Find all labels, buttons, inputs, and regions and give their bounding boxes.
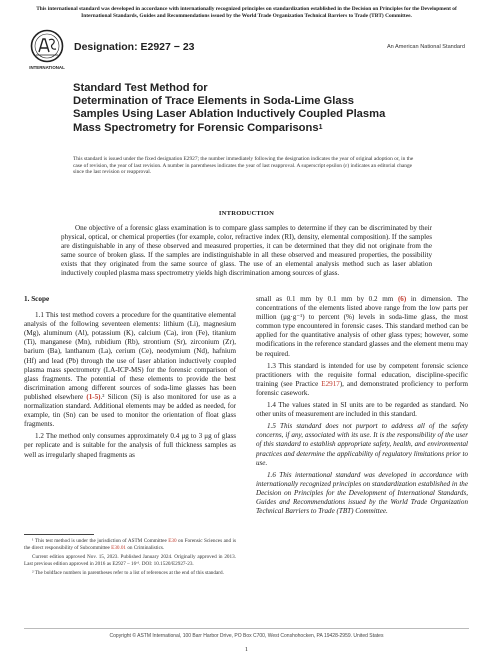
paragraph-1-5: 1.5 This standard does not purport to address all of the safety concerns, if any, associated with its use. It is the responsibility of the user of this standard to establish appropriate safety, health, and environmental practices and determine the applicability of regulatory limitations prior to use. xyxy=(256,422,468,467)
footnote-2: ² The boldface numbers in parentheses refer to a list of references at the end of this standard. xyxy=(32,570,224,576)
paragraph-1-6: 1.6 This international standard was developed in accordance with internationally recognized principles on standardization established in the Decision on Principles for the Development of International Standards, Guides and Recommendations issued by the World Trade Organization Technical Barriers to Trade (TBT) Committee. xyxy=(256,470,468,516)
left-column xyxy=(24,295,236,463)
paragraph-1-3-text: 1.3 This standard is intended for use by competent forensic science practitioners with the requisite formal education, discipline-specific training (see Practice xyxy=(256,361,468,388)
introduction-body: One objective of a forensic glass examination is to compare glass samples to determine if they can be discriminated by their physical, optical, or chemical properties (for example, color, refractive index (RI), density, elemental composition). If the samples are distinguishable in any of these observed and measured properties, it can be determined that they did not originate from the same source of broken glass. If the samples are indistinguishable in all these observed and measured properties, the possibility exists that they originated from the same source of glass. The use of an elemental analysis method such as laser ablation inductively coupled plasma mass spectrometry yields high discrimination among sources of glass. xyxy=(61,224,432,278)
paragraph-1-1-text-cont: .² Silicon (Si) is also monitored for use as a normalization standard. Additional elements may be added as needed, for example, tin (Sn) can be used to monitor the orientation of float glass fragments. xyxy=(24,392,236,429)
paragraph-1-2-cont-text-b: in dimension. The concentrations of the elements listed above range from the low parts per million (μg·g⁻¹) to percent (%) levels in soda-lime glass, the most common type encountered in forensic cases. This standard method can be applied for the quantitative analysis of other glass types; however, some modifications in the reference standard glasses and the element menu may be required. xyxy=(256,295,468,358)
footnote-1-text-c: on Criminalistics. xyxy=(126,544,165,551)
scope-heading: 1. Scope xyxy=(24,295,50,303)
title-line-3: Samples Using Laser Ablation Inductively Coupled Plasma xyxy=(73,108,386,121)
title-line-1: Standard Test Method for xyxy=(73,82,208,94)
paragraph-1-4: 1.4 The values stated in SI units are to be regarded as standard. No other units of measurement are included in this standard. xyxy=(256,401,468,419)
footer-divider xyxy=(24,628,469,629)
footnote-divider xyxy=(24,534,94,535)
paragraph-1-1 xyxy=(24,311,236,429)
footnotes xyxy=(24,538,236,580)
paragraph-1-1-text: 1.1 This test method covers a procedure for the quantitative elemental analysis of the following seventeen elements: lithium (Li), magnesium (Mg), aluminum (Al), potassium (K), calcium (Ca), iron (Fe), titanium (Ti), manganese (Mn), rubidium (Rb), strontium (Sr), zirconium (Zr), barium (Ba), lanthanum (La), cerium (Ce), neodymium (Nd), hafnium (Hf) and lead (Pb) through the use of laser ablation inductively coupled plasma mass spectrometry (LA-ICP-MS) for the forensic comparison of glass fragments. The potential of these elements to provide the best discrimination among different sources of soda-lime glasses has been published elsewhere xyxy=(24,311,236,401)
astm-international-logo xyxy=(28,28,66,74)
footnote-1-text-b: on Forensic Sciences and is the direct responsibility of Subcommittee xyxy=(24,538,236,551)
right-column xyxy=(256,295,468,519)
reference-link-1-5[interactable]: (1-5) xyxy=(86,392,101,401)
footnote-1-text: ¹ This test method is under the jurisdiction of ASTM Committee xyxy=(32,538,169,544)
document-title xyxy=(73,82,433,135)
national-standard-label: An American National Standard xyxy=(386,44,465,50)
paragraph-1-2-continued xyxy=(256,295,468,359)
title-line-2: Determination of Trace Elements in Soda-Lime Glass xyxy=(73,95,355,108)
paragraph-1-2-cont-text: small as 0.1 mm by 0.1 mm by 0.2 mm xyxy=(256,295,398,303)
designation-explanation: This standard is issued under the fixed designation E2927; the number immediately following the designation indicates the year of original adoption or, in the case of revision, the year of last revision. A number in parentheses indicates the year of last reapproval. A superscript epsilon (ε) indicates an editorial change since the last revision or reapproval. xyxy=(73,156,414,176)
title-line-4-text: Mass Spectrometry for Forensic Comparisons xyxy=(73,121,319,134)
practice-e2917-link[interactable]: E2917 xyxy=(321,379,340,388)
footnote-1-edition: Current edition approved Nov. 15, 2023. Published January 2024. Originally approved in 2013. Last previous edition approved in 2016 as E2927 – 16ᵉ¹. DOI: 10.1520/E2927-23. xyxy=(24,554,236,567)
paragraph-1-3 xyxy=(256,362,468,398)
designation: Designation: E2927 − 23 xyxy=(74,41,195,53)
title-footnote-mark: 1 xyxy=(318,123,323,131)
page-number: 1 xyxy=(244,646,249,653)
logo-text: INTERNATIONAL xyxy=(29,65,65,70)
copyright-footer: Copyright © ASTM International, 100 Barr Harbor Drive, PO Box C700, West Conshohocken, PA 19428-2959. United States xyxy=(109,633,384,639)
reference-link-6[interactable]: (6) xyxy=(397,295,407,303)
paragraph-1-2: 1.2 The method only consumes approximately 0.4 μg to 3 μg of glass per replicate and is suitable for the analysis of full thickness samples as well as irregularly shaped fragments as xyxy=(24,432,236,459)
title-line-4 xyxy=(73,122,433,135)
footnote-1 xyxy=(24,538,236,551)
introduction-heading: INTRODUCTION xyxy=(218,210,275,217)
subcommittee-e30-01-link[interactable]: E30.01 xyxy=(111,544,127,551)
committee-e30-link[interactable]: E30 xyxy=(168,538,177,544)
paragraph-1-3-text-cont: ), and demonstrated proficiency to perform forensic casework. xyxy=(256,379,468,397)
wto-notice: This international standard was developed in accordance with internationally recognized principles on standardization established in the Decision on Principles for the Development of International Standards, Guides and Recommendations issued by the World Trade Organization Technical Barriers to Trade (TBT) Committee. xyxy=(36,6,457,19)
